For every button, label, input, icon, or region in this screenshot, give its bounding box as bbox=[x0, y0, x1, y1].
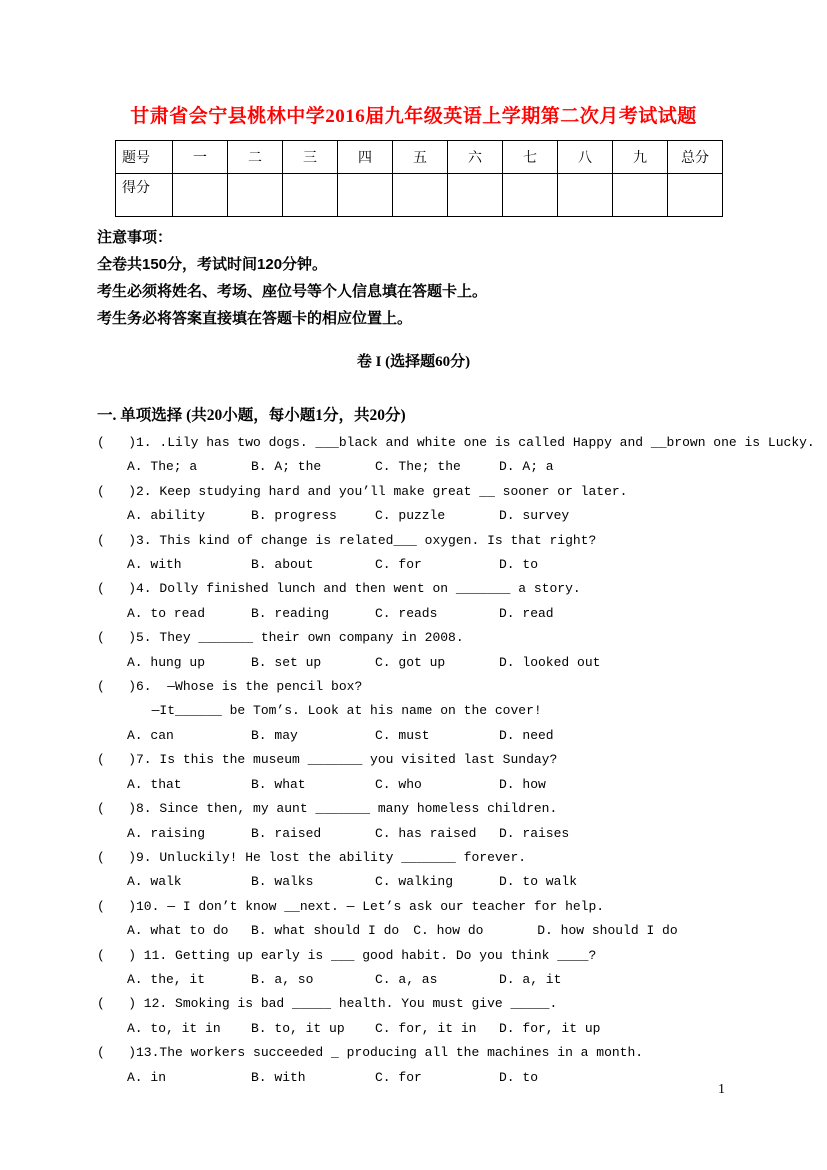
question-stem: ( )1. .Lily has two dogs. ___black and white one is called Happy and __brown one is Lucky. bbox=[97, 435, 815, 450]
score-row-label: 得分 bbox=[116, 174, 173, 217]
question-option: A. in bbox=[127, 1069, 167, 1085]
question-option: A. the, it bbox=[127, 971, 206, 987]
question-options bbox=[97, 1017, 730, 1041]
question-options bbox=[97, 919, 730, 943]
question-stem: ( )6. —Whose is the pencil box? bbox=[97, 679, 363, 695]
notices bbox=[97, 224, 730, 332]
question-stem: ( ) 11. Getting up early is ___ good habit. Do you think ____? bbox=[97, 947, 597, 963]
question-option: C. puzzle bbox=[375, 508, 446, 524]
question-options bbox=[97, 455, 730, 479]
question bbox=[97, 529, 730, 578]
question-options bbox=[97, 870, 730, 894]
score-table-header-cell: 四 bbox=[338, 141, 393, 174]
question bbox=[97, 675, 730, 748]
question-stem: ( )9. Unluckily! He lost the ability _______ forever. bbox=[97, 849, 527, 865]
question-list bbox=[97, 431, 815, 1090]
question-option: B. may bbox=[251, 727, 298, 743]
question-option: D. A; a bbox=[499, 459, 554, 475]
question-stem: ( )10. — I don’t know __next. — Let’s ask our teacher for help. bbox=[97, 898, 605, 914]
question-option: B. A; the bbox=[251, 459, 322, 475]
score-table-header-cell: 一 bbox=[173, 141, 228, 174]
question-options bbox=[97, 504, 730, 528]
question-option: A. what to do bbox=[127, 923, 229, 939]
question-stem: ( )7. Is this the museum _______ you visited last Sunday? bbox=[97, 752, 558, 768]
question bbox=[97, 944, 730, 993]
score-table-header-cell: 九 bbox=[613, 141, 668, 174]
question-stem: ( )3. This kind of change is related___ oxygen. Is that right? bbox=[97, 532, 597, 548]
score-table-header-cell: 八 bbox=[558, 141, 613, 174]
score-input-cell bbox=[668, 174, 723, 217]
question-option: B. raised bbox=[251, 825, 322, 841]
question-option: C. walking bbox=[375, 874, 454, 890]
score-table-header-cell: 六 bbox=[448, 141, 503, 174]
part1-heading: 卷 I (选择题60分) bbox=[356, 354, 471, 370]
question-option: A. that bbox=[127, 776, 182, 792]
question-options bbox=[97, 724, 730, 748]
exam-page bbox=[97, 104, 815, 1090]
question-option: A. hung up bbox=[127, 654, 206, 670]
question bbox=[97, 797, 730, 846]
question-stem: ( )5. They _______ their own company in 2008. bbox=[97, 630, 464, 646]
question-option: A. walk bbox=[127, 874, 182, 890]
question-stem: ( )2. Keep studying hard and you’ll make great __ sooner or later. bbox=[97, 483, 628, 499]
score-input-cell bbox=[558, 174, 613, 217]
question-option: D. raises bbox=[499, 825, 570, 841]
question-option: B. what should I do bbox=[251, 923, 400, 939]
question-option: D. looked out bbox=[499, 654, 601, 670]
question-option: C. has raised bbox=[375, 825, 477, 841]
question-option: D. to bbox=[499, 557, 539, 573]
question-option: A. with bbox=[127, 557, 182, 573]
score-input-cell bbox=[448, 174, 503, 217]
score-input-cell bbox=[283, 174, 338, 217]
question-option: A. raising bbox=[127, 825, 206, 841]
score-table-header-cell: 总分 bbox=[668, 141, 723, 174]
question-option: C. The; the bbox=[375, 459, 461, 475]
question-options bbox=[97, 822, 730, 846]
question-option: D. need bbox=[499, 727, 554, 743]
question-option: D. to walk bbox=[499, 874, 578, 890]
score-table-score-row bbox=[116, 174, 723, 217]
question-options bbox=[97, 1066, 730, 1090]
notice-line: 考生必须将姓名、考场、座位号等个人信息填在答题卡上。 bbox=[97, 283, 488, 300]
question-option: C. must bbox=[375, 727, 430, 743]
question-option: D. survey bbox=[499, 508, 570, 524]
question-option: A. to read bbox=[127, 605, 206, 621]
question-option: C. reads bbox=[375, 605, 438, 621]
question bbox=[97, 895, 730, 944]
score-input-cell bbox=[338, 174, 393, 217]
section1-heading: 一. 单项选择 (共20小题，每小题1分，共20分) bbox=[97, 407, 406, 424]
question-option: C. got up bbox=[375, 654, 446, 670]
question bbox=[97, 480, 730, 529]
notice-line: 考生务必将答案直接填在答题卡的相应位置上。 bbox=[97, 310, 413, 327]
score-table-corner-cell: 题号 bbox=[116, 141, 173, 174]
question-option: B. about bbox=[251, 557, 314, 573]
question-options bbox=[97, 968, 730, 992]
question bbox=[97, 431, 815, 480]
question-option: B. what bbox=[251, 776, 306, 792]
question-option: D. to bbox=[499, 1069, 539, 1085]
question-option: B. progress bbox=[251, 508, 337, 524]
page-title: 甘肃省会宁县桃林中学2016届九年级英语上学期第二次月考试试题 bbox=[130, 106, 697, 127]
score-table-header-cell: 三 bbox=[283, 141, 338, 174]
question-stem: ( )4. Dolly finished lunch and then went on _______ a story. bbox=[97, 581, 581, 597]
question-option: B. walks bbox=[251, 874, 314, 890]
page-number: 1 bbox=[718, 1082, 725, 1097]
question-option: B. reading bbox=[251, 605, 330, 621]
question bbox=[97, 846, 730, 895]
score-input-cell bbox=[613, 174, 668, 217]
question-option: B. to, it up bbox=[251, 1020, 345, 1036]
question-option: A. can bbox=[127, 727, 174, 743]
question-option: A. The; a bbox=[127, 459, 198, 475]
question-options bbox=[97, 651, 730, 675]
question-option: D. for, it up bbox=[499, 1020, 601, 1036]
question-option: C. for bbox=[375, 1069, 422, 1085]
question-options bbox=[97, 773, 730, 797]
question bbox=[97, 1041, 730, 1090]
question-option: A. to, it in bbox=[127, 1020, 221, 1036]
score-table-header-row bbox=[116, 141, 723, 174]
question-option: C. for, it in bbox=[375, 1020, 477, 1036]
score-table-header-cell: 二 bbox=[228, 141, 283, 174]
question-option: B. with bbox=[251, 1069, 306, 1085]
question-option: D. how bbox=[499, 776, 546, 792]
question-option: C. how do bbox=[413, 923, 484, 939]
question-options bbox=[97, 602, 730, 626]
question-stem: —It______ be Tom’s. Look at his name on the cover! bbox=[97, 703, 542, 719]
question-stem: ( )13.The workers succeeded _ producing all the machines in a month. bbox=[97, 1045, 644, 1061]
question bbox=[97, 992, 730, 1041]
question bbox=[97, 626, 730, 675]
score-input-cell bbox=[228, 174, 283, 217]
score-input-cell bbox=[173, 174, 228, 217]
question-stem: ( )8. Since then, my aunt _______ many homeless children. bbox=[97, 801, 558, 817]
question-option: C. for bbox=[375, 557, 422, 573]
score-table-header-cell: 七 bbox=[503, 141, 558, 174]
question-option: D. how should I do bbox=[537, 923, 678, 939]
notices-heading: 注意事项： bbox=[97, 229, 173, 246]
notice-line: 全卷共150分，考试时间120分钟。 bbox=[97, 256, 328, 273]
question-option: D. a, it bbox=[499, 971, 562, 987]
question-option: A. ability bbox=[127, 508, 206, 524]
notice-lines bbox=[97, 251, 730, 332]
question-options bbox=[97, 553, 730, 577]
question bbox=[97, 577, 730, 626]
score-input-cell bbox=[393, 174, 448, 217]
question-option: C. a, as bbox=[375, 971, 438, 987]
question-option: B. set up bbox=[251, 654, 322, 670]
question-option: C. who bbox=[375, 776, 422, 792]
question-stem: ( ) 12. Smoking is bad _____ health. You must give _____. bbox=[97, 996, 558, 1012]
question-option: B. a, so bbox=[251, 971, 314, 987]
question bbox=[97, 748, 730, 797]
score-table bbox=[115, 140, 723, 217]
question-option: D. read bbox=[499, 605, 554, 621]
score-table-header-cell: 五 bbox=[393, 141, 448, 174]
score-input-cell bbox=[503, 174, 558, 217]
